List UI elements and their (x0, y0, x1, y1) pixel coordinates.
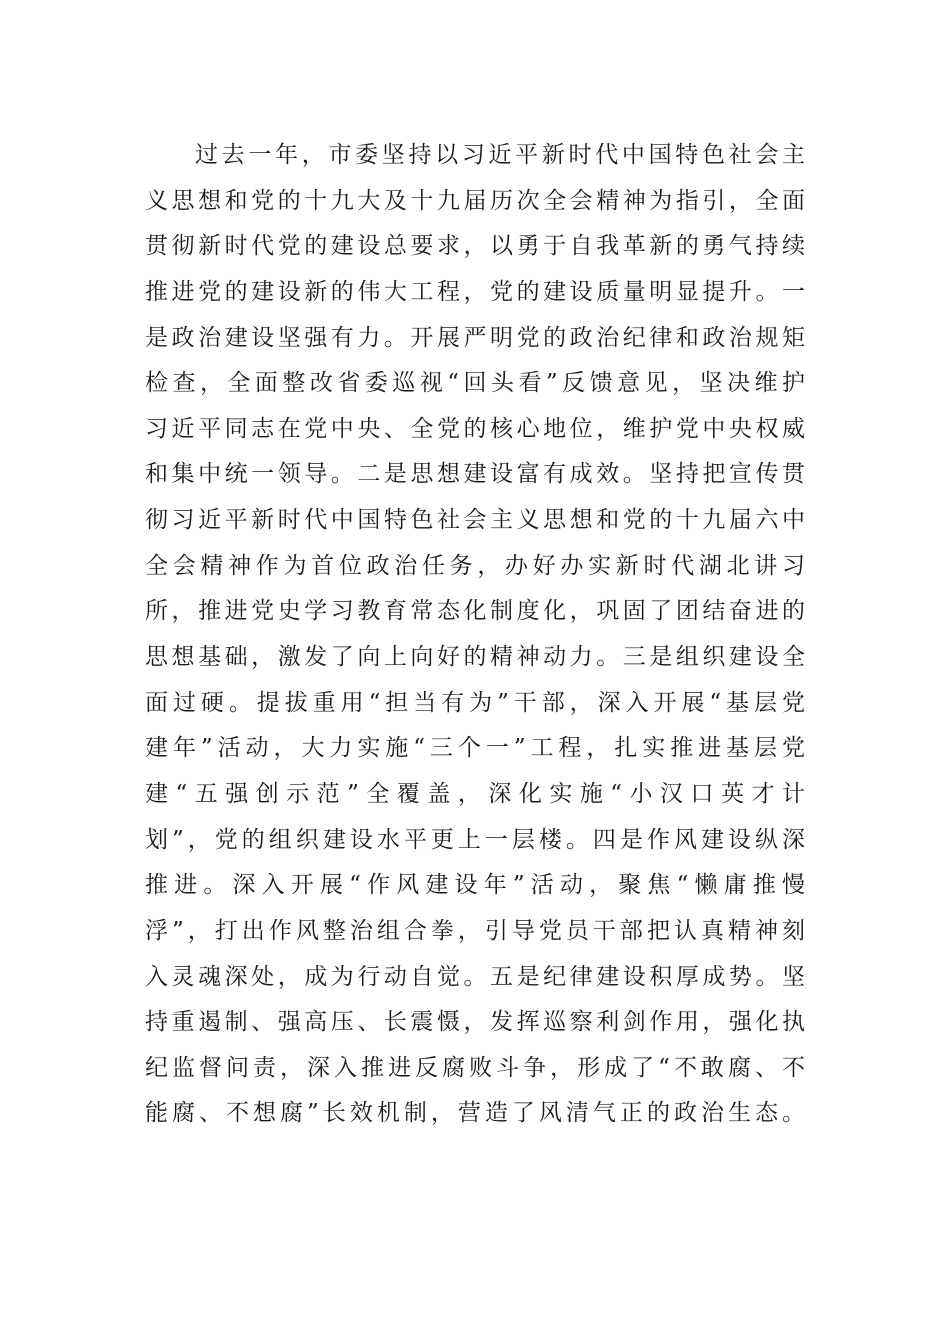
paragraph-line-6: 检查，全面整改省委巡视“回头看”反馈意见，坚决维护 (145, 370, 805, 397)
paragraph-line-11: 所，推进党史学习教育常态化制度化，巩固了团结奋进的 (145, 598, 805, 625)
paragraph-line-14: 建年”活动，大力实施“三个一”工程，扎实推进基层党 (145, 735, 805, 762)
paragraph-line-20: 持重遏制、强高压、长震慑，发挥巡察利剑作用，强化执 (145, 1009, 805, 1036)
paragraph-line-3: 贯彻新时代党的建设总要求，以勇于自我革新的勇气持续 (145, 233, 805, 260)
paragraph-line-12: 思想基础，激发了向上向好的精神动力。三是组织建设全 (145, 644, 805, 671)
paragraph-line-5: 是政治建设坚强有力。开展严明党的政治纪律和政治规矩 (145, 324, 805, 351)
paragraph-line-17: 推进。深入开展“作风建设年”活动，聚焦“懒庸推慢 (145, 872, 805, 899)
paragraph-line-8: 和集中统一领导。二是思想建设富有成效。坚持把宣传贯 (145, 461, 805, 488)
paragraph-line-21: 纪监督问责，深入推进反腐败斗争，形成了“不敢腐、不 (145, 1054, 805, 1081)
paragraph-line-7: 习近平同志在党中央、全党的核心地位，维护党中央权威 (145, 415, 805, 442)
paragraph-line-15: 建“五强创示范”全覆盖，深化实施“小汉口英才计 (145, 780, 805, 807)
paragraph-line-22: 能腐、不想腐”长效机制，营造了风清气正的政治生态。 (145, 1100, 805, 1127)
paragraph-line-19: 入灵魂深处，成为行动自觉。五是纪律建设积厚成势。坚 (145, 963, 805, 990)
paragraph-line-10: 全会精神作为首位政治任务，办好办实新时代湖北讲习 (145, 552, 805, 579)
paragraph-line-9: 彻习近平新时代中国特色社会主义思想和党的十九届六中 (145, 507, 805, 534)
paragraph-line-4: 推进党的建设新的伟大工程，党的建设质量明显提升。一 (145, 278, 805, 305)
paragraph-line-1: 过去一年，市委坚持以习近平新时代中国特色社会主 (195, 142, 805, 168)
paragraph-line-2: 义思想和党的十九大及十九届历次全会精神为指引，全面 (145, 187, 805, 214)
paragraph-line-18: 浮”，打出作风整治组合拳，引导党员干部把认真精神刻 (145, 917, 805, 944)
paragraph-line-16: 划”，党的组织建设水平更上一层楼。四是作风建设纵深 (145, 826, 805, 853)
body-paragraph (145, 133, 805, 1137)
paragraph-line-13: 面过硬。提拔重用“担当有为”干部，深入开展“基层党 (145, 689, 805, 716)
